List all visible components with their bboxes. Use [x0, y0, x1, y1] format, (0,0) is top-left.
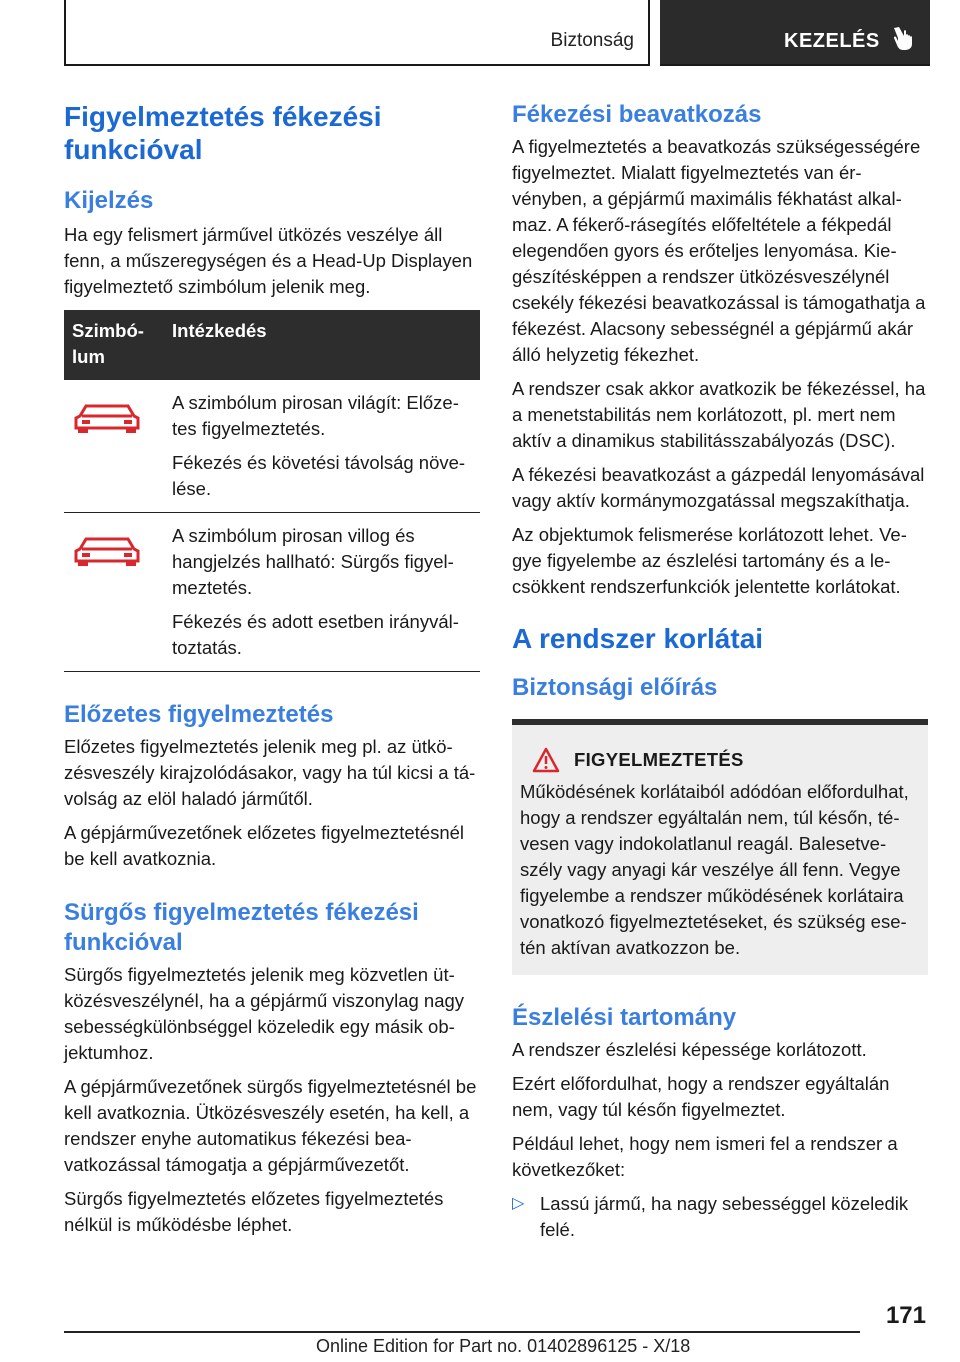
car-warning-icon	[72, 402, 142, 434]
fekezesi-heading: Fékezési beavatkozás	[512, 101, 762, 128]
row1-text2: Fékezés és követési távolság növelése.	[172, 452, 466, 499]
car-warning-icon	[72, 535, 142, 567]
bullet-text: Lassú jármű, ha nagy sebességgel közeledik felé.	[540, 1193, 909, 1240]
eszlelesi-heading: Észlelési tartomány	[512, 1004, 737, 1031]
page-header	[64, 0, 930, 66]
kijelzes-paragraph: Ha egy felismert járművel ütközés veszélye áll fenn, a műszeregységen és a Head-Up Displayen figyelmeztető szimbólum jelenik meg.	[64, 224, 473, 297]
kijelzes-heading: Kijelzés	[64, 187, 154, 214]
korlatai-heading: A rendszer korlátai	[512, 623, 764, 654]
surgos-paragraph-1: Sürgős figyelmeztetés jelenik meg közvetlen ütközésveszélynél, ha a gépjármű viszonylag nagy sebességkülönbséggel közeledik egy másik objektumhoz.	[64, 964, 465, 1063]
row2-text1: A szimbólum pirosan villog és hangjelzés hallható: Sürgős figyelmeztetés.	[172, 525, 454, 598]
page-number: 171	[885, 1302, 926, 1329]
footer-edition: Online Edition for Part no. 01402896125 - X/18	[316, 1336, 691, 1356]
warning-box	[512, 719, 928, 975]
bullet-triangle-icon: ▷	[512, 1195, 525, 1212]
eszlelesi-paragraph-3: Például lehet, hogy nem ismeri fel a rendszer a következőket:	[512, 1133, 898, 1180]
surgos-heading: Sürgős figyelmeztetés fékezési funkcióval	[64, 899, 419, 956]
fekezesi-paragraph-1: A figyelmeztetés a beavatkozás szükségességére figyelmeztet. Mialatt figyelmeztetés van érvényben, a gépjármű maximális fékhatást alkalmaz. A fékerő-rásegítés előfeltétele a fékpedál elegendően gyors és erőteljes lenyomása. Kiegészítésképpen a rendszer ütközésveszélynél csekély fékezési beavatkozással is támogathatja a fékezést. Alacsony sebességnél a gépjármű akár álló helyzetig fékezhet.	[512, 136, 926, 365]
table-header-symbol: Szimbólum	[64, 310, 164, 380]
elozetes-heading: Előzetes figyelmeztetés	[64, 701, 334, 728]
biztonsagi-heading: Biztonsági előírás	[512, 674, 718, 701]
surgos-paragraph-2: A gépjárművezetőnek sürgős figyelmeztetésnél be kell avatkoznia. Ütközésveszély esetén, ha kell, a rendszer enyhe automatikus fékezési beavatkozással támogatja a gépjárművezetőt.	[64, 1076, 477, 1175]
pointing-hand-icon	[890, 22, 920, 52]
left-column	[64, 100, 480, 1238]
header-chapter-label: KEZELÉS	[784, 30, 880, 52]
row2-text2: Fékezés és adott esetben irányváltoztatás.	[172, 611, 459, 658]
header-chapter-tab	[660, 0, 930, 66]
warning-title: FIGYELMEZTETÉS	[574, 749, 744, 770]
warning-triangle-icon	[532, 747, 560, 773]
fekezesi-paragraph-4: Az objektumok felismerése korlátozott lehet. Vegye figyelembe az észlelési tartomány és a lecsökkent rendszerfunkciók jelentette korlátokat.	[512, 524, 907, 597]
symbol-table	[64, 310, 480, 672]
footer-divider	[64, 1331, 860, 1333]
table-header-action: Intézkedés	[164, 310, 480, 380]
fekezesi-paragraph-3: A fékezési beavatkozást a gázpedál lenyomásával vagy aktív kormánymozgatással megszakíthatja.	[512, 464, 925, 511]
table-row	[64, 513, 480, 672]
eszlelesi-paragraph-1: A rendszer észlelési képessége korlátozott.	[512, 1039, 867, 1060]
right-column	[512, 100, 928, 1243]
elozetes-paragraph-2: A gépjárművezetőnek előzetes figyelmeztetésnél be kell avatkoznia.	[64, 822, 465, 869]
elozetes-paragraph-1: Előzetes figyelmeztetés jelenik meg pl. az ütközésveszély kirajzolódásakor, vagy ha túl kicsi a távolság az elöl haladó járműtől.	[64, 736, 476, 809]
main-heading: Figyelmeztetés fékezési funkcióval	[64, 101, 382, 165]
fekezesi-paragraph-2: A rendszer csak akkor avatkozik be fékezéssel, ha a menetstabilitás nem korlátozott, pl. mert nem aktív a dinamikus stabilitásszabályozás (DSC).	[512, 378, 926, 451]
warning-text: Működésének korlátaiból adódóan előfordulhat, hogy a rendszer egyáltalán nem, túl későn, tévesen vagy indokolatlanul reagál. Balesetveszély vagy anyagi kár veszélye áll fenn. Vegye figyelembe a rendszer működésének korlátaira vonatkozó figyelmeztetéseket, és szükség esetén aktívan avatkozzon be.	[520, 781, 909, 958]
table-row	[64, 380, 480, 513]
surgos-paragraph-3: Sürgős figyelmeztetés előzetes figyelmeztetés nélkül is működésbe léphet.	[64, 1188, 444, 1235]
header-section-label: Biztonság	[550, 30, 634, 51]
eszlelesi-paragraph-2: Ezért előfordulhat, hogy a rendszer egyáltalán nem, vagy túl későn figyelmeztet.	[512, 1073, 890, 1120]
row1-text1: A szimbólum pirosan világít: Előzetes figyelmeztetés.	[172, 392, 459, 439]
header-section-tab	[64, 0, 650, 66]
list-item	[512, 1191, 928, 1243]
